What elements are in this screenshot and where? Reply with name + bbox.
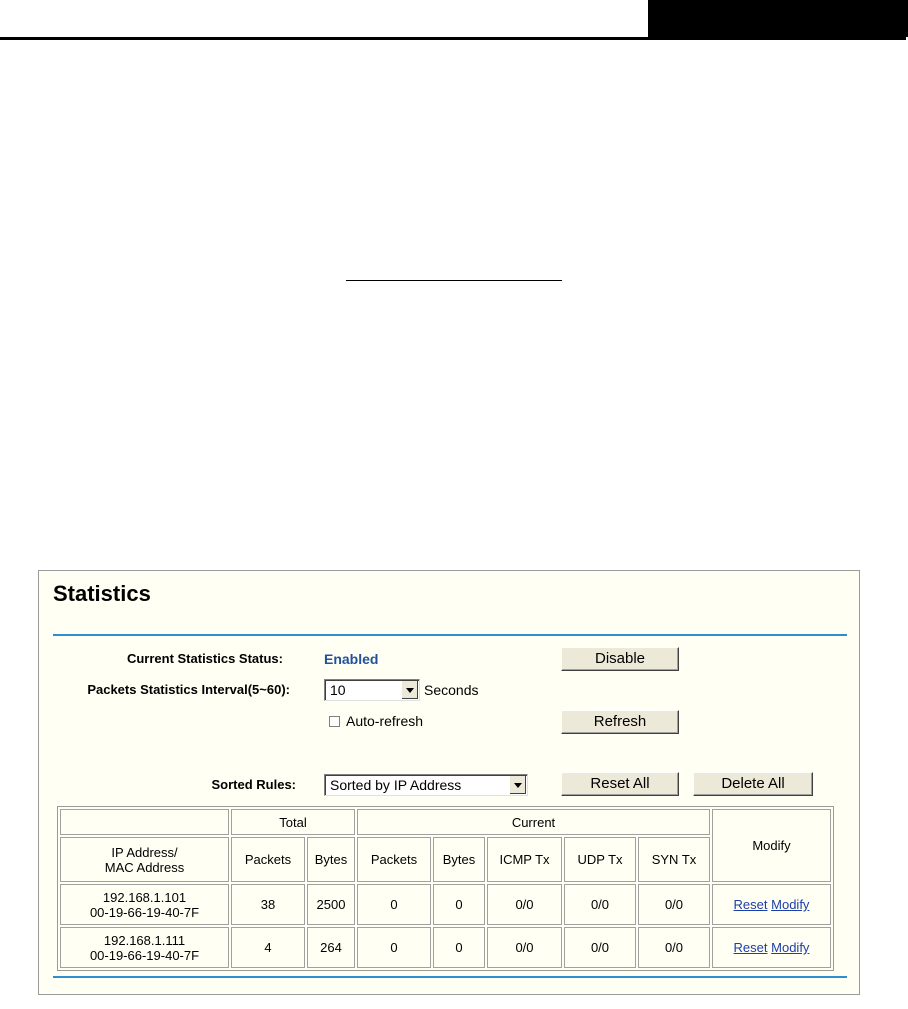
title-divider (53, 634, 847, 636)
reset-link[interactable]: Reset (733, 897, 768, 912)
reset-link[interactable]: Reset (733, 940, 768, 955)
auto-refresh-label: Auto-refresh (346, 713, 424, 729)
mac-address: 00-19-66-19-40-7F (89, 904, 200, 920)
ip-mac-cell (60, 884, 229, 925)
modify-cell (712, 884, 831, 925)
icmp-tx-cell: 0/0 (487, 927, 562, 968)
current-packets-cell: 0 (357, 927, 431, 968)
modify-cell (712, 927, 831, 968)
current-group-header: Current (357, 809, 710, 835)
page-title: Statistics (53, 581, 151, 606)
syn-tx-cell: 0/0 (638, 927, 710, 968)
current-packets-cell: 0 (357, 884, 431, 925)
disable-button[interactable]: Disable (561, 647, 679, 671)
current-bytes-cell: 0 (433, 884, 485, 925)
total-group-header: Total (231, 809, 355, 835)
table-row (60, 884, 831, 925)
udp-tx-cell: 0/0 (564, 884, 636, 925)
current-bytes-cell: 0 (433, 927, 485, 968)
ip-address: 192.168.1.101 (102, 889, 187, 905)
total-packets-cell: 4 (231, 927, 305, 968)
udp-tx-cell: 0/0 (564, 927, 636, 968)
ip-address: 192.168.1.111 (103, 932, 186, 948)
reset-all-button[interactable]: Reset All (561, 772, 679, 796)
chevron-down-icon[interactable] (509, 776, 526, 794)
chevron-down-icon[interactable] (401, 681, 418, 699)
total-bytes-header: Bytes (307, 837, 355, 882)
sorted-rules-label: Sorted Rules: (211, 777, 296, 792)
seconds-label: Seconds (424, 682, 479, 698)
total-bytes-cell: 2500 (307, 884, 355, 925)
ip-mac-header (60, 837, 229, 882)
interval-select[interactable] (324, 679, 420, 701)
status-value: Enabled (324, 651, 379, 667)
table-row (60, 927, 831, 968)
delete-all-button[interactable]: Delete All (693, 772, 813, 796)
ip-header: IP Address/ (111, 844, 178, 860)
modify-link[interactable]: Modify (771, 940, 810, 955)
modify-link[interactable]: Modify (771, 897, 810, 912)
mac-address: 00-19-66-19-40-7F (89, 947, 200, 963)
statistics-table (57, 806, 834, 971)
header-rule (0, 37, 906, 40)
footer-divider (53, 976, 847, 978)
empty-header-cell (60, 809, 229, 835)
syn-tx-cell: 0/0 (638, 884, 710, 925)
status-label: Current Statistics Status: (126, 651, 283, 666)
total-packets-cell: 38 (231, 884, 305, 925)
refresh-button[interactable]: Refresh (561, 710, 679, 734)
statistics-panel (38, 570, 860, 995)
sorted-rules-value: Sorted by IP Address (330, 777, 462, 793)
total-packets-header: Packets (231, 837, 305, 882)
table-group-header-row (60, 809, 831, 835)
syn-tx-header: SYN Tx (638, 837, 710, 882)
current-packets-header: Packets (357, 837, 431, 882)
icmp-tx-header: ICMP Tx (487, 837, 562, 882)
header-tab (648, 0, 908, 37)
page-rule (346, 280, 562, 281)
ip-mac-cell (60, 927, 229, 968)
modify-header: Modify (712, 809, 831, 882)
auto-refresh-checkbox[interactable] (329, 716, 340, 727)
interval-label: Packets Statistics Interval(5~60): (87, 682, 290, 697)
udp-tx-header: UDP Tx (564, 837, 636, 882)
sorted-rules-select[interactable] (324, 774, 528, 796)
interval-value: 10 (330, 682, 346, 698)
total-bytes-cell: 264 (307, 927, 355, 968)
mac-header: MAC Address (104, 859, 185, 875)
icmp-tx-cell: 0/0 (487, 884, 562, 925)
current-bytes-header: Bytes (433, 837, 485, 882)
